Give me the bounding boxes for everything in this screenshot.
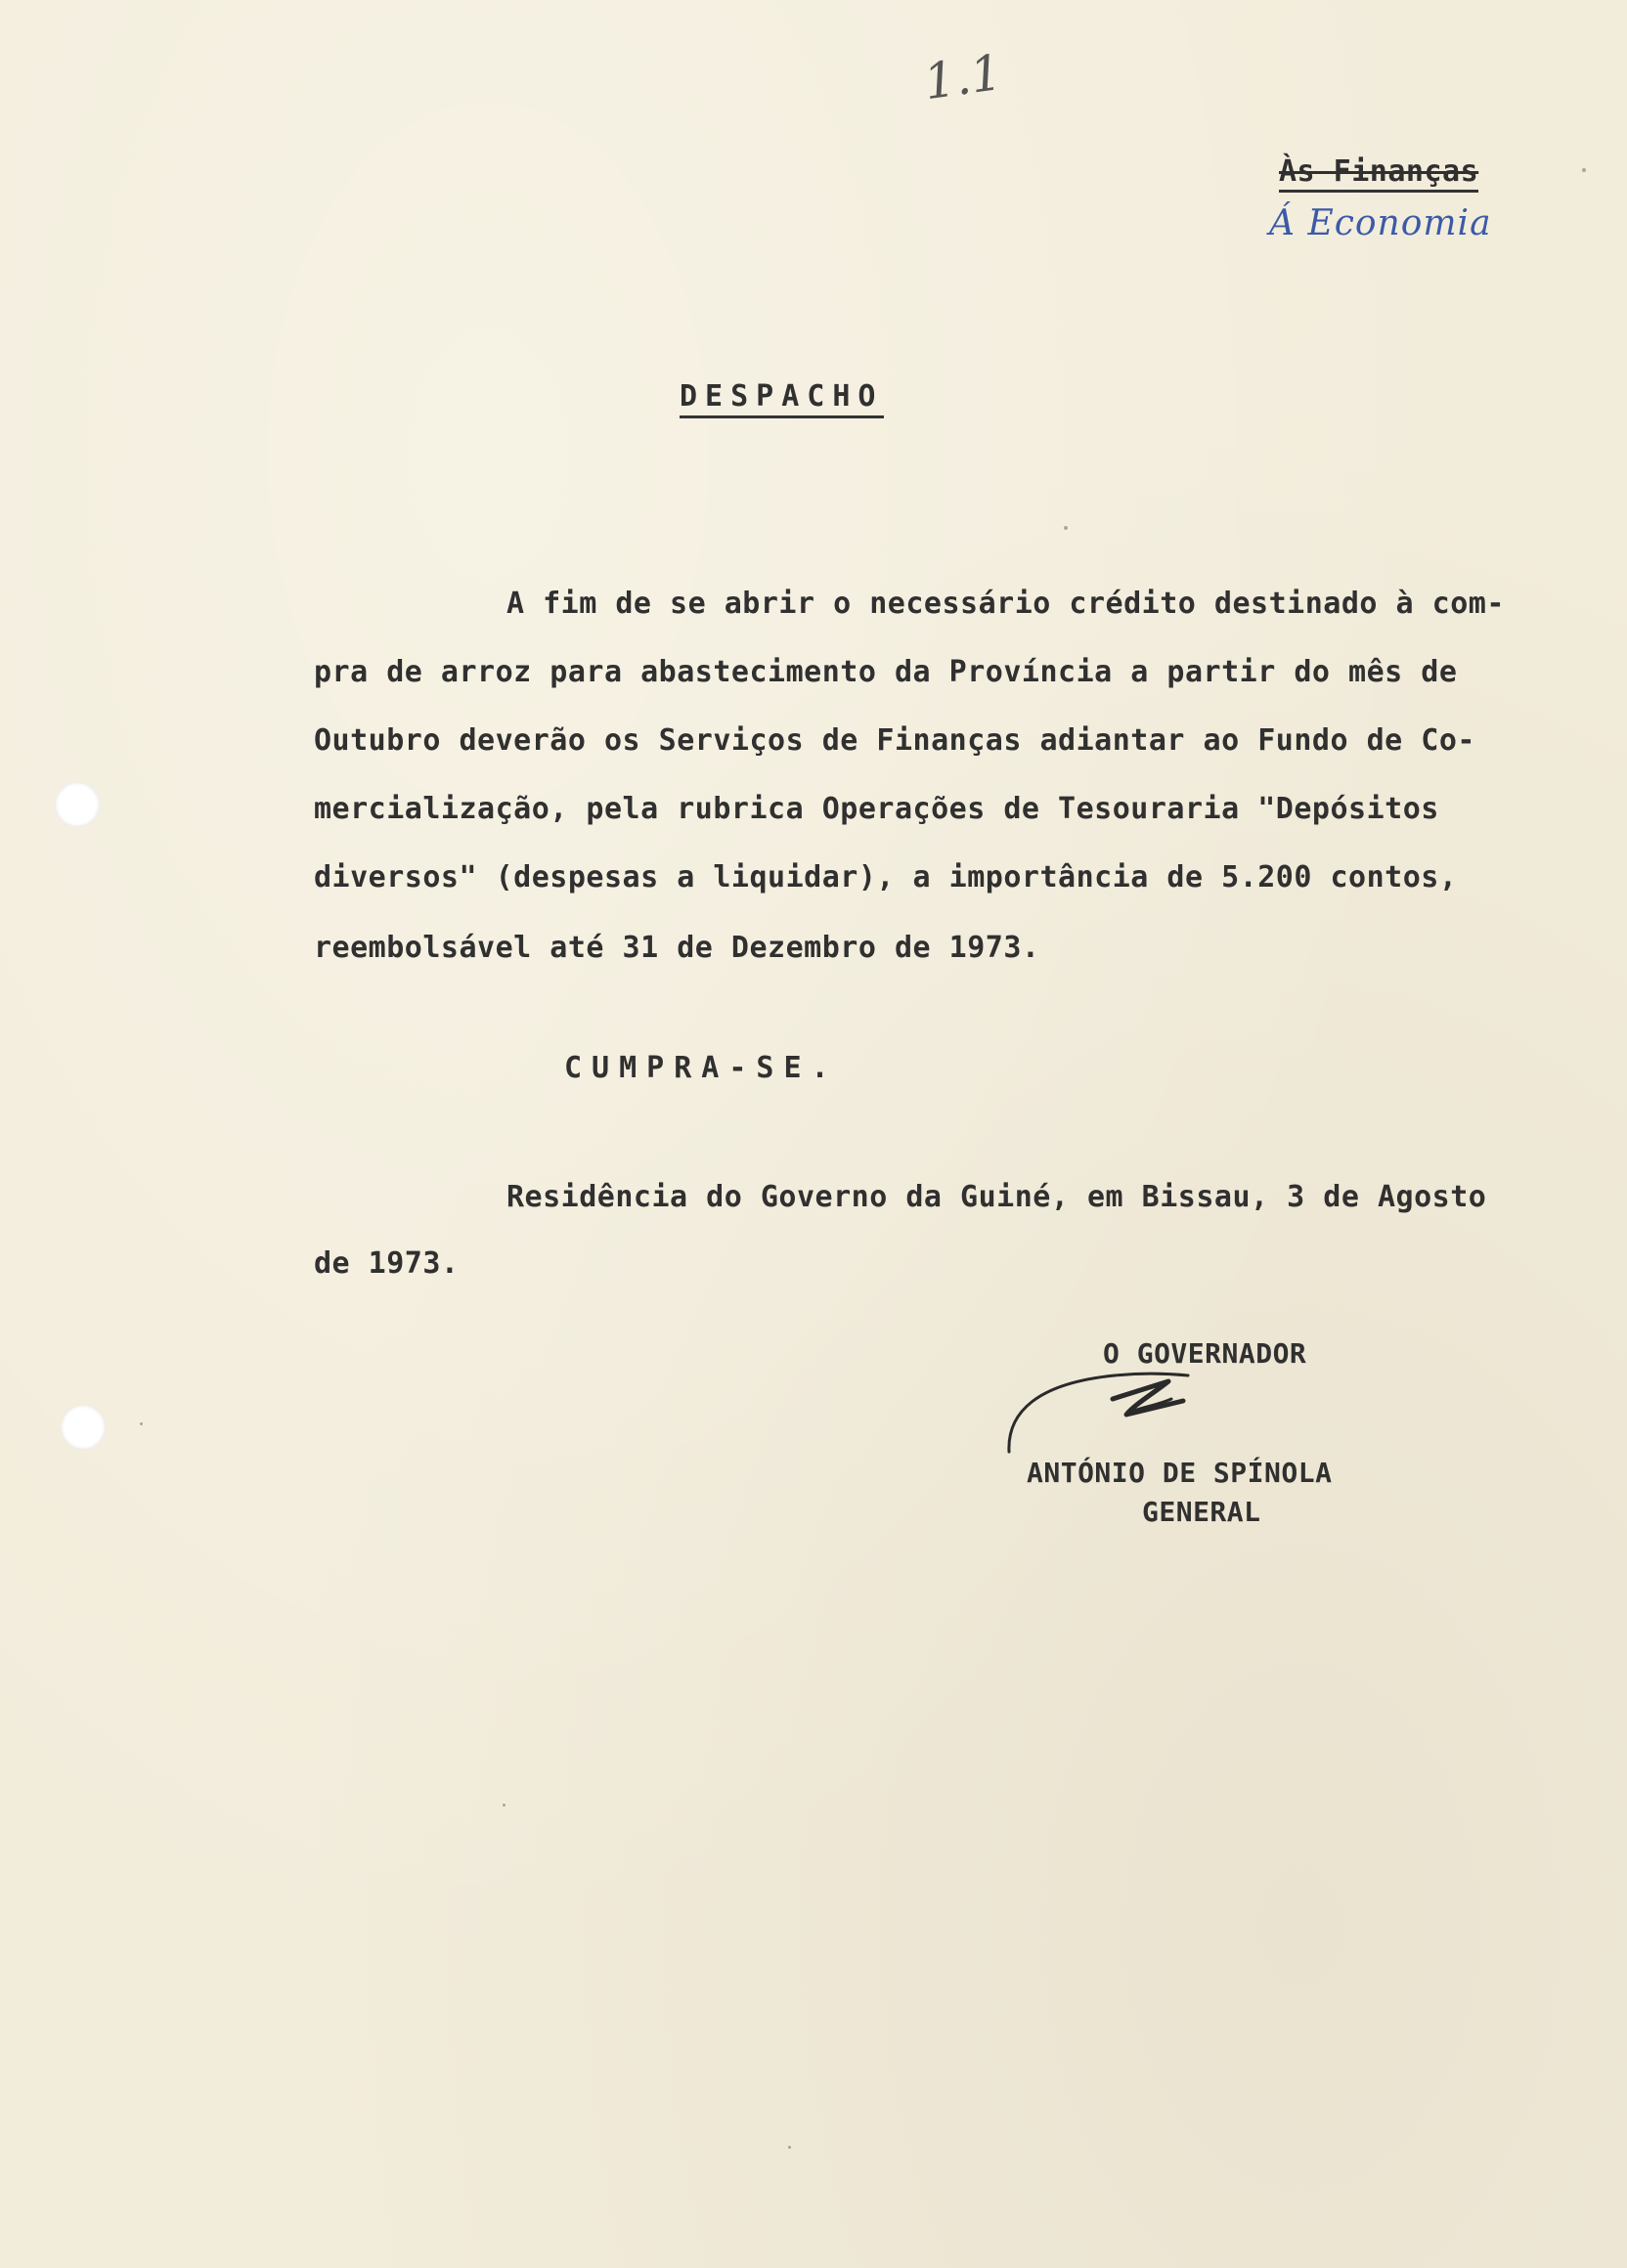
place-date-line: Residência do Governo da Guiné, em Bissau, 3 de Agosto: [506, 1180, 1487, 1214]
punch-hole-bottom: [61, 1405, 106, 1450]
document-title: DESPACHO: [680, 379, 884, 418]
routing-handwritten-note: Á Economia: [1269, 203, 1492, 243]
body-line: reembolsável até 31 de Dezembro de 1973.: [314, 931, 1040, 965]
paper-speck: [1582, 168, 1586, 172]
signature-mark: [997, 1354, 1232, 1461]
body-line: mercialização, pela rubrica Operações de Tesouraria "Depósitos: [314, 792, 1439, 826]
signature-rank: GENERAL: [1142, 1496, 1261, 1528]
signature-name: ANTÓNIO DE SPÍNOLA: [1027, 1457, 1333, 1489]
body-line: Outubro deverão os Serviços de Finanças adiantar ao Fundo de Co-: [314, 723, 1475, 758]
paper-speck: [140, 1422, 143, 1425]
paper-speck: [1064, 526, 1068, 530]
routing-typed-note: Às Finanças: [1279, 154, 1478, 193]
body-line: diversos" (despesas a liquidar), a importância de 5.200 contos,: [314, 860, 1458, 894]
place-date-line: de 1973.: [314, 1246, 460, 1281]
order-statement: CUMPRA-SE.: [564, 1051, 839, 1085]
paper-speck: [788, 2146, 791, 2149]
body-line: A fim de se abrir o necessário crédito destinado à com-: [506, 587, 1505, 621]
page-number: 1.1: [920, 43, 1006, 111]
punch-hole-top: [55, 782, 100, 827]
body-line: pra de arroz para abastecimento da Província a partir do mês de: [314, 655, 1458, 689]
paper-speck: [503, 1804, 506, 1807]
signature-role: O GOVERNADOR: [1103, 1337, 1307, 1370]
